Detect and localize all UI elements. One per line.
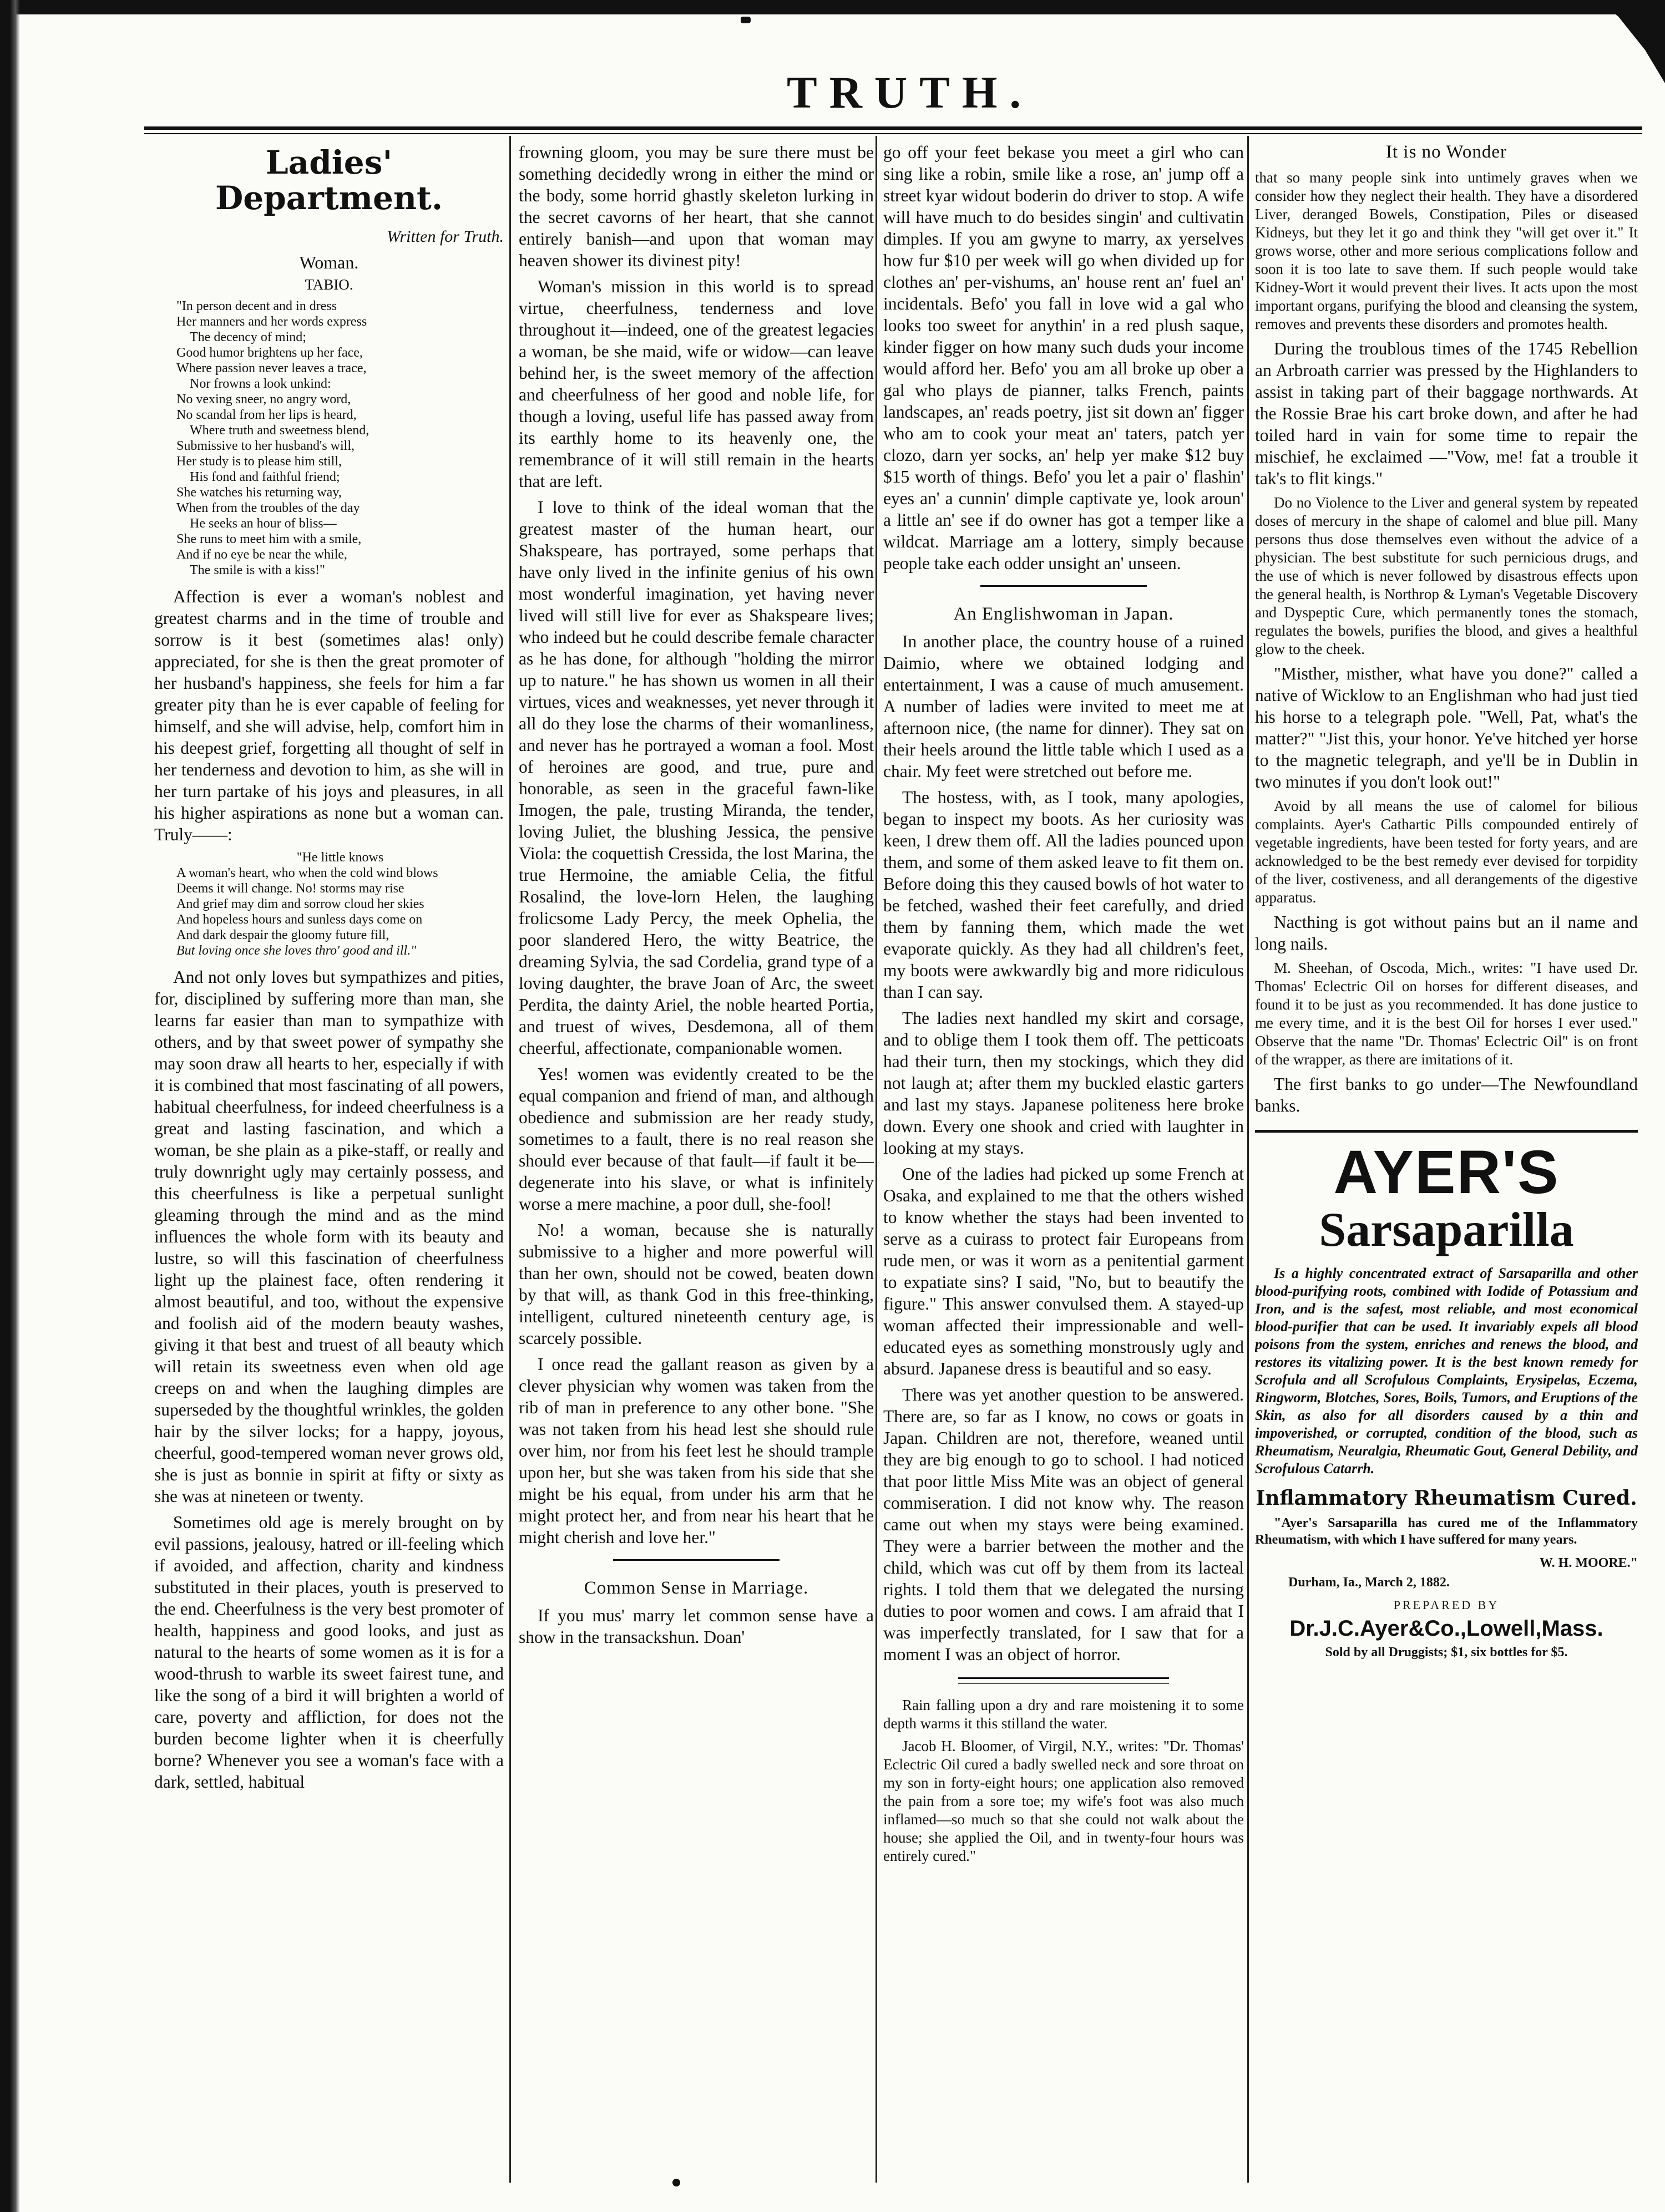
paragraph: M. Sheehan, of Oscoda, Mich., writes: "I have used Dr. Thomas' Eclectric Oil on horses for different diseases, and found it to be just as you recommended. It has done justice to me every time, and it is the best Oil for horses I ever used." Observe that the name "Dr. Thomas' Eclectric Oil" is on front of the wrapper, as there are imitations of it. [1255, 960, 1638, 1068]
paragraph: In another place, the country house of a ruined Daimio, where we obtained lodging and entertainment, I was a cause of much amusement. A number of ladies were invited to meet me at afternoon nice, (the name for dinner). They sat on their heels around the little table which I used as a chair. My feet were stretched out before me. [883, 632, 1244, 781]
ad-body: Is a highly concentrated extract of Sarsaparilla and other blood-purifying roots, combined with Iodide of Potassium and Iron, and is the safest, most reliable, and most economical blood-purifier that can be used. It invariably expels all blood poisons from the system, enriches and renews the blood, and restores its vitalizing power. It is the best known remedy for Scrofula and all Scrofulous Complaints, Erysipelas, Eczema, Ringworm, Blotches, Sores, Boils, Tumors, and Eruptions of the Skin, as also for all disorders caused by a thin and impoverished, or corrupted, condition of the blood, such as Rheumatism, Neuralgia, Rheumatic Gout, General Debility, and Scrofulous Catarrh. [1255, 1265, 1638, 1477]
scan-mark [741, 17, 751, 23]
poem-line: Where truth and sweetness blend, [190, 423, 370, 438]
section-rule [980, 585, 1147, 587]
ad-prepared-by: PREPARED BY [1393, 1598, 1500, 1612]
paragraph: No! a woman, because she is naturally submissive to a higher and more powerful will than her own, should not be cowed, beaten down by that will, as thank God in this free-thinking, intelligent, cultured nineteenth century age, is scarcely possible. [519, 1220, 874, 1348]
column-separator [1247, 136, 1249, 2183]
poem-line: The decency of mind; [190, 330, 306, 344]
paragraph: The hostess, with, as I took, many apologies, began to inspect my boots. As her curiosity was keen, I drew them off. All the ladies pounced upon them, and some of them asked leave to fit them on. Before doing this they caused bowls of hot water to be fetched, washed their feet carefully, and dried them by fanning them, which made the wet evaporate quickly. As they had all children's feet, my boots were awkwardly big and more ridiculous than I can say. [883, 788, 1244, 1002]
column-4 [1255, 141, 1638, 2183]
column-separator [509, 136, 511, 2183]
scan-edge-top [0, 0, 1665, 14]
ad-product: Sarsaparilla [1319, 1203, 1574, 1257]
verse-line: A woman's heart, who when the cold wind blows [176, 866, 438, 880]
ad-signature: W. H. MOORE." [1539, 1556, 1638, 1570]
verse-line: And hopeless hours and sunless days come on [176, 912, 423, 927]
paragraph: go off your feet bekase you meet a girl who can sing like a robin, smile like a rose, an' jump off a street kyar widout boderin do driver to stop. A wife will have much to do besides singin' and cultivatin dimples. If you am gwyne to marry, ax yerselves how fur $10 per week will go when divided up for clothes an' per-vishums, an' house rent an' fuel an' incidentals. Befo' you fall in love wid a gal who looks too sweet for anythin' in a red plush saque, kinder figger on how many such duds your income would afford her. Befo' you am all broke up ober a gal who plays de pianner, talks French, paints landscapes, an' reads poetry, jist sit down an' figger who am to cook your meat an' taters, patch yer clozo, darn yer socks, an' help yer make $12 buy $15 worth of things. Befo' you let a pair o' flashin' eyes an' a cunnin' dimple captivate ye, look aroun' a little an' see if do owner has got a temper like a wildcat. Marriage am a lottery, simply because people take each odder unsight an' unseen. [883, 143, 1244, 573]
poem-line: She runs to meet him with a smile, [176, 532, 362, 546]
byline: Written for Truth. [387, 227, 504, 246]
poem-line: Her study is to please him still, [176, 454, 342, 469]
poem-line: Her manners and her words express [176, 314, 367, 329]
masthead-rule-thin [144, 133, 1642, 134]
scan-mark [672, 2179, 680, 2186]
poem-line: Nor frowns a look unkind: [190, 377, 331, 391]
paragraph: I once read the gallant reason as given by a clever physician why women was taken from the rib of man in preference to any other bone. "She was not taken from his head lest she should rule over him, nor from his feet lest he should trample upon her, but she was taken from his side that she might be his equal, from under his arm that he might protect her, and from near his heart that he might cherish and love her." [519, 1354, 874, 1547]
section-rule [613, 1559, 780, 1561]
column-separator [875, 136, 877, 2183]
paragraph: "Misther, misther, what have you done?" called a native of Wicklow to an Englishman who had just tied his horse to a telegraph pole. "Well, Pat, what's the matter?" "Jist this, your honor. Ye've hitched yer horse to the magnetic telegraph, and ye'll be in Dublin in two minutes if you don't look out!" [1255, 664, 1638, 792]
paragraph: Affection is ever a woman's noblest and greatest charms and in the time of trouble and sorrow is it best (sometimes alas! only) appreciated, for she is then the great promoter of her husband's happiness, she feels for him a far greater pity than he is ever capable of feeling for himself, and she will advise, help, comfort him in his deepest grief, forgetting all thought of self in her tenderness and devotion to him, as she will in her turn partake of his joys and pleasures, in all his higher aspirations as none but a woman can. Truly——: [154, 587, 504, 844]
paragraph: If you mus' marry let common sense have a show in the transackshun. Doan' [519, 1606, 874, 1647]
paragraph: frowning gloom, you may be sure there must be something decidedly wrong in either the mind or the body, some horrid ghastly skeleton lurking in the secret cavorns of her heart, that she cannot entirely banish—and upon that woman may heaven shower its divinest pity! [519, 143, 874, 270]
verse-line: "He little knows [296, 850, 384, 865]
verse-line: But loving once she loves thro' good and ill." [176, 943, 417, 958]
section-title: An Englishwoman in Japan. [953, 604, 1174, 624]
paragraph: One of the ladies had picked up some French at Osaka, and explained to me that the others wished to know whether the stays had been invented to serve as a cuirass to protect fair Europeans from rude men, or was it worn as a penitential garment to expatiate sins? I said, "No, but to beautify the figure." This answer convulsed them. A stayed-up woman affected their impressionable and well-educated eyes as something monstrously ugly and absurd. Japanese dress is beautiful and so easy. [883, 1164, 1244, 1378]
ad-sold-by: Sold by all Druggists; $1, six bottles for $5. [1325, 1645, 1568, 1660]
poem-line: When from the troubles of the day [176, 501, 360, 515]
ad-subhead: Inflammatory Rheumatism Cured. [1256, 1486, 1637, 1510]
quoted-verse [176, 850, 504, 958]
paragraph: Avoid by all means the use of calomel for bilious complaints. Ayer's Cathartic Pills compounded entirely of vegetable ingredients, have been tested for forty years, and are acknowledged to be the best remedy ever devised for torpidity of the liver, costiveness, and all derangements of the digestive apparatus. [1255, 798, 1638, 906]
paragraph: Rain falling upon a dry and rare moistening it to some depth warms it this stilland the water. [883, 1697, 1244, 1732]
poem-line: She watches his returning way, [176, 485, 342, 500]
paragraph: Yes! women was evidently created to be the equal companion and friend of man, and although obedience and submission are her ready study, sometimes to a fault, there is no real reason she should ever because of that fault—if fault it be—degenerate into his slave, or what is infinitely worse a mere machine, a poor dull, she-fool! [519, 1064, 874, 1214]
section-title: It is no Wonder [1386, 142, 1507, 162]
column-3 [883, 141, 1244, 2183]
ad-maker: Dr.J.C.Ayer&Co.,Lowell,Mass. [1289, 1616, 1603, 1641]
masthead-rule [144, 126, 1642, 130]
poem-line: "In person decent and in dress [176, 299, 337, 313]
paragraph: Woman's mission in this world is to spread virtue, cheerfulness, tenderness and love throughout it—indeed, one of the greatest legacies a woman, be she maid, wife or widow—can leave behind her, is the sweet memory of the affection and cheerfulness of her good and noble life, for though a loving, useful life has passed away from its earthly home to its heavenly one, the remembrance of it will still remain in the hearts that are left. [519, 277, 874, 491]
column-2 [519, 141, 874, 2183]
poem-subtitle: TABIO. [305, 276, 353, 293]
poem [176, 298, 504, 578]
paragraph: The first banks to go under—The Newfoundland banks. [1255, 1074, 1638, 1115]
poem-line: Submissive to her husband's will, [176, 439, 355, 453]
poem-line: No vexing sneer, no angry word, [176, 392, 351, 407]
paragraph: And not only loves but sympathizes and pities, for, disciplined by suffering more than man, she learns far easier than man to sympathize with others, and by that sweet power of sympathy she may soon draw all hearts to her, especially if with it is combined that most fascinating of all powers, habitual cheerfulness, for indeed cheerfulness is a great and lasting fascination, and which a woman, be she plain as a pike-staff, or really and truly downright ugly may certainly possess, and this cheerfulness is like a perpetual sunlight gleaming through the mind and as the mind influences the whole form with its beauty and lustre, so will this fascination of cheerfulness light up the plainest face, often rendering it almost beautiful, and too, without the expensive and foolish aid of the modern beauty washes, giving it that best and truest of all beauty which will retain its sweetness even when old age creeps on and when the laughing dimples are superseded by the thoughtful wrinkles, the golden hair by the silver locks; for a happy, joyous, cheerful, good-tempered woman never grows old, she is just as bonnie in spirit at fifty or sixty as she was at nineteen or twenty. [154, 967, 504, 1506]
ad-place-date: Durham, Ia., March 2, 1882. [1288, 1575, 1450, 1590]
section-title: Common Sense in Marriage. [584, 1578, 809, 1598]
poem-line: And if no eye be near the while, [176, 547, 347, 562]
poem-line: He seeks an hour of bliss— [190, 516, 337, 531]
ad-testimonial: "Ayer's Sarsaparilla has cured me of the Inflammatory Rheumatism, with which I have suffered for many years. [1255, 1516, 1638, 1547]
ayers-sarsaparilla-ad [1255, 1130, 1638, 1663]
paragraph: Sometimes old age is merely brought on by evil passions, jealousy, hatred or ill-feeling which if avoided, and affection, charity and kindness substituted in their places, youth is preserved to the end. Cheerfulness is the very best promoter of health, happiness and good looks, and just as natural to the hearts of some women as it is for a wood-thrush to warble its sweet fairest tune, and like the song of a bird it will brighten a world of care, poverty and affliction, for does not the burden become lighter when it is cheerfully borne? Whenever you see a woman's face with a dark, settled, habitual [154, 1513, 504, 1792]
department-title: Ladies' Department. [215, 144, 443, 217]
poem-line: His fond and faithful friend; [190, 470, 340, 484]
poem-line: Good humor brightens up her face, [176, 346, 363, 360]
paragraph: I love to think of the ideal woman that the greatest master of the human heart, our Shakspeare, has portrayed, some perhaps that have only lived in the infinite genius of his own most wonderful imagination, yet having never lived will still live for ever as Shakspeare lives; who indeed but he could describe female character as he has done, for although "holding the mirror up to nature." he has shown us women in all their virtues, vices and weaknesses, yet never through it all do they lose the charms of their womanliness, and never has he portrayed a woman a fool. Most of heroines are good, and true, pure and honorable, as seen in the graceful fawn-like Imogen, the pale, trusting Miranda, the tender, loving Juliet, the blushing Jessica, the pensive Viola: the coquettish Cressida, the lost Marina, the true Hermoine, the amiable Celia, the fitful Rosalind, the love-lorn Helen, the laughing frolicsome Lady Percy, the meek Ophelia, the poor slandered Hero, the witty Beatrice, the dreaming Sylvia, the sad Cordelia, grand type of a loving daughter, the brave Joan of Arc, the sweet Perdita, the dainty Ariel, the noble hearted Portia, and truest of wives, Desdemona, all of them cheerful, affectionate, companionable women. [519, 498, 874, 1058]
ad-brand: AYER'S [1333, 1138, 1560, 1206]
verse-line: And dark despair the gloomy future fill, [176, 928, 389, 942]
paragraph: The ladies next handled my skirt and corsage, and to oblige them I took them off. The petticoats had their turn, then my stockings, which they did not laugh at; after them my buckled elastic garters and last my stays. Japanese politeness here broke down. Every one shook and cried with laughter in looking at my stays. [883, 1008, 1244, 1158]
paragraph: There was yet another question to be answered. There are, so far as I know, no cows or goats in Japan. Children are not, therefore, weaned until they are big enough to go to school. I had noticed that poor little Miss Mite was an object of general commiseration. I did not know why. The reason came out when my stays were being examined. They were a barrier between the mother and the child, which was cut off by them from its lacteal rights. I told them that we delegated the nursing duties to poor women and cows. I am afraid that I was imperfectly translated, for I saw that for a moment I was an object of horror. [883, 1385, 1244, 1664]
masthead: TRUTH. [786, 67, 1034, 118]
poem-line: Where passion never leaves a trace, [176, 361, 367, 376]
paragraph: that so many people sink into untimely graves when we consider how they neglect their health. They have a disordered Liver, deranged Bowels, Constipation, Piles or diseased Kidneys, but they let it go and think they "will get over it." It grows worse, other and more serious complications follow and soon it is too late to save them. If such people would take Kidney-Wort it would prevent their lives. It acts upon the most important organs, purifying the blood and cleansing the system, removes and prevents these disorders and promotes health. [1255, 169, 1638, 332]
poem-line: No scandal from her lips is heard, [176, 408, 357, 422]
paragraph: Jacob H. Bloomer, of Virgil, N.Y., writes: "Dr. Thomas' Eclectric Oil cured a badly swelled neck and sore throat on my son in forty-eight hours; one application also removed the pain from a sore toe; my wife's foot was also much inflamed—so much so that she could not walk about the house; she applied the Oil, and in twenty-four hours was entirely cured." [883, 1738, 1244, 1864]
scan-edge-left [0, 0, 20, 2212]
poem-title: Woman. [299, 252, 359, 272]
verse-line: Deems it will change. No! storms may rise [176, 881, 404, 896]
column-1 [154, 141, 504, 2183]
paragraph: Nacthing is got without pains but an il name and long nails. [1255, 912, 1638, 953]
poem-line: The smile is with a kiss!" [190, 563, 325, 577]
ornamental-rule [958, 1677, 1169, 1684]
paragraph: During the troublous times of the 1745 Rebellion an Arbroath carrier was pressed by the Highlanders to assist in taking part of their baggage northwards. At the Rossie Brae his cart broke down, and after he had toiled hard in vain for some time to repair the mischief, he exclaimed —"Vow, me! fat a trouble it tak's to flit kings." [1255, 339, 1638, 488]
paragraph: Do no Violence to the Liver and general system by repeated doses of mercury in the shape of calomel and blue pill. Many persons thus dose themselves even without the advice of a physician. The best substitute for such pernicious drugs, and the use of which is never followed by disastrous effects upon the general health, is Northrop & Lyman's Vegetable Discovery and Dyspeptic Cure, which permanently tones the stomach, regulates the bowels, purifies the blood, and gives a healthful glow to the cheek. [1255, 494, 1638, 657]
verse-line: And grief may dim and sorrow cloud her skies [176, 897, 424, 911]
